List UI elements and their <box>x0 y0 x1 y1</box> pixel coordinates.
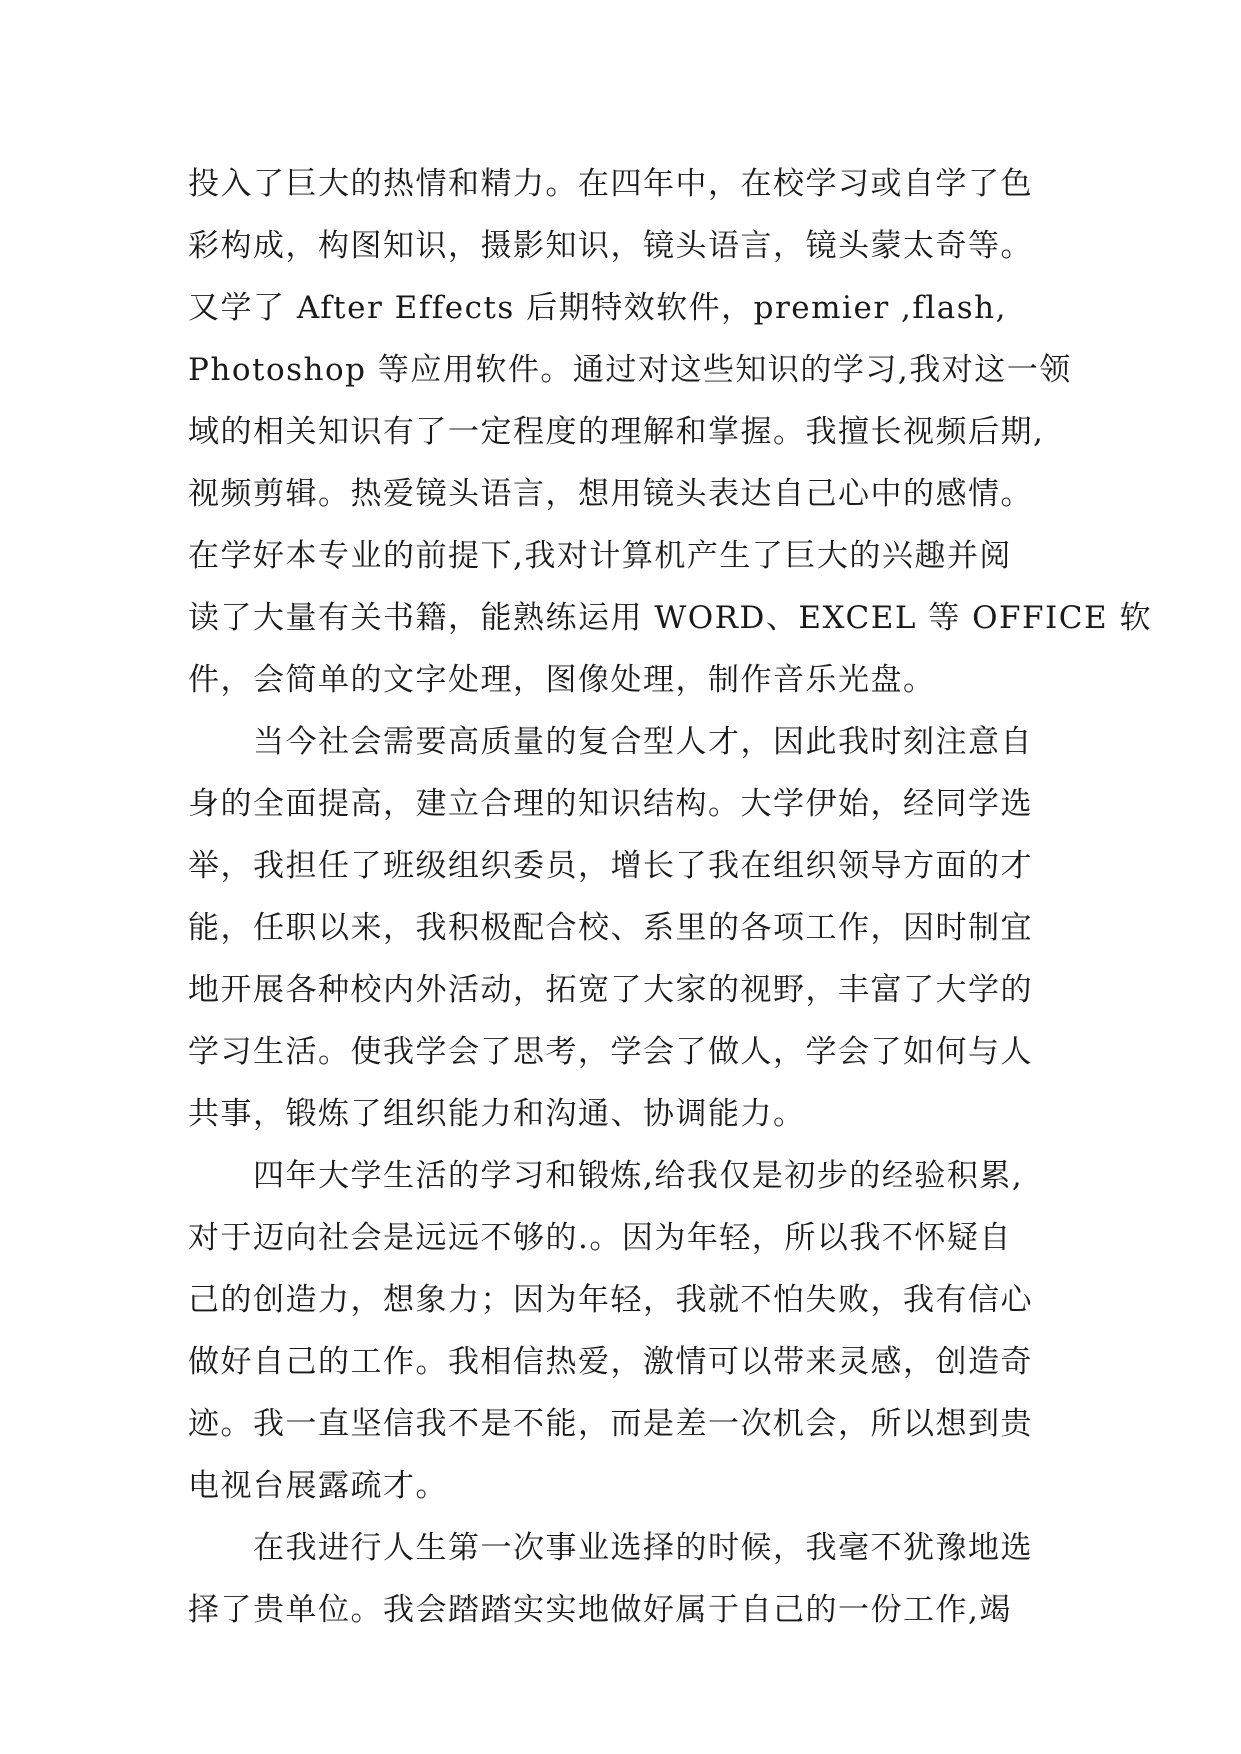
text-line: 件，会简单的文字处理，图像处理，制作音乐光盘。 <box>188 662 936 698</box>
text-line: 身的全面提高，建立合理的知识结构。大学伊始，经同学选 <box>188 786 1033 822</box>
text-line: 共事，锻炼了组织能力和沟通、协调能力。 <box>188 1096 806 1132</box>
text-line: 投入了巨大的热情和精力。在四年中，在校学习或自学了色 <box>188 166 1033 202</box>
text-line: 迹。我一直坚信我不是不能，而是差一次机会，所以想到贵 <box>188 1406 1033 1442</box>
text-line: 视频剪辑。热爱镜头语言，想用镜头表达自己心中的感情。 <box>188 476 1033 512</box>
text-line: 能，任职以来，我积极配合校、系里的各项工作，因时制宜 <box>188 910 1033 946</box>
paragraph-start-line: 当今社会需要高质量的复合型人才，因此我时刻注意自 <box>188 724 1033 760</box>
text-line: 彩构成，构图知识，摄影知识，镜头语言，镜头蒙太奇等。 <box>188 228 1033 264</box>
text-line: 对于迈向社会是远远不够的.。因为年轻，所以我不怀疑自 <box>188 1220 1012 1256</box>
text-line: 择了贵单位。我会踏踏实实地做好属于自己的一份工作,竭 <box>188 1592 1012 1628</box>
text-line: 做好自己的工作。我相信热爱，激情可以带来灵感，创造奇 <box>188 1344 1033 1380</box>
text-line: 学习生活。使我学会了思考，学会了做人，学会了如何与人 <box>188 1034 1033 1070</box>
text-line: 己的创造力，想象力；因为年轻，我就不怕失败，我有信心 <box>188 1282 1033 1318</box>
document-body <box>188 153 1153 1641</box>
paragraph-start-line: 在我进行人生第一次事业选择的时候，我毫不犹豫地选 <box>188 1530 1033 1566</box>
text-line: 地开展各种校内外活动，拓宽了大家的视野，丰富了大学的 <box>188 972 1033 1008</box>
text-line: 读了大量有关书籍，能熟练运用 WORD、EXCEL 等 OFFICE 软 <box>188 600 1153 636</box>
text-line: Photoshop 等应用软件。通过对这些知识的学习,我对这一领 <box>188 352 1072 388</box>
paragraph-start-line: 四年大学生活的学习和锻炼,给我仅是初步的经验积累, <box>188 1158 1024 1194</box>
text-line: 域的相关知识有了一定程度的理解和掌握。我擅长视频后期, <box>188 414 1045 450</box>
text-line: 电视台展露疏才。 <box>188 1468 448 1504</box>
text-line: 又学了 After Effects 后期特效软件，premier ,flash, <box>188 290 1007 326</box>
text-line: 在学好本专业的前提下,我对计算机产生了巨大的兴趣并阅 <box>188 538 1012 574</box>
text-line: 举，我担任了班级组织委员，增长了我在组织领导方面的才 <box>188 848 1033 884</box>
